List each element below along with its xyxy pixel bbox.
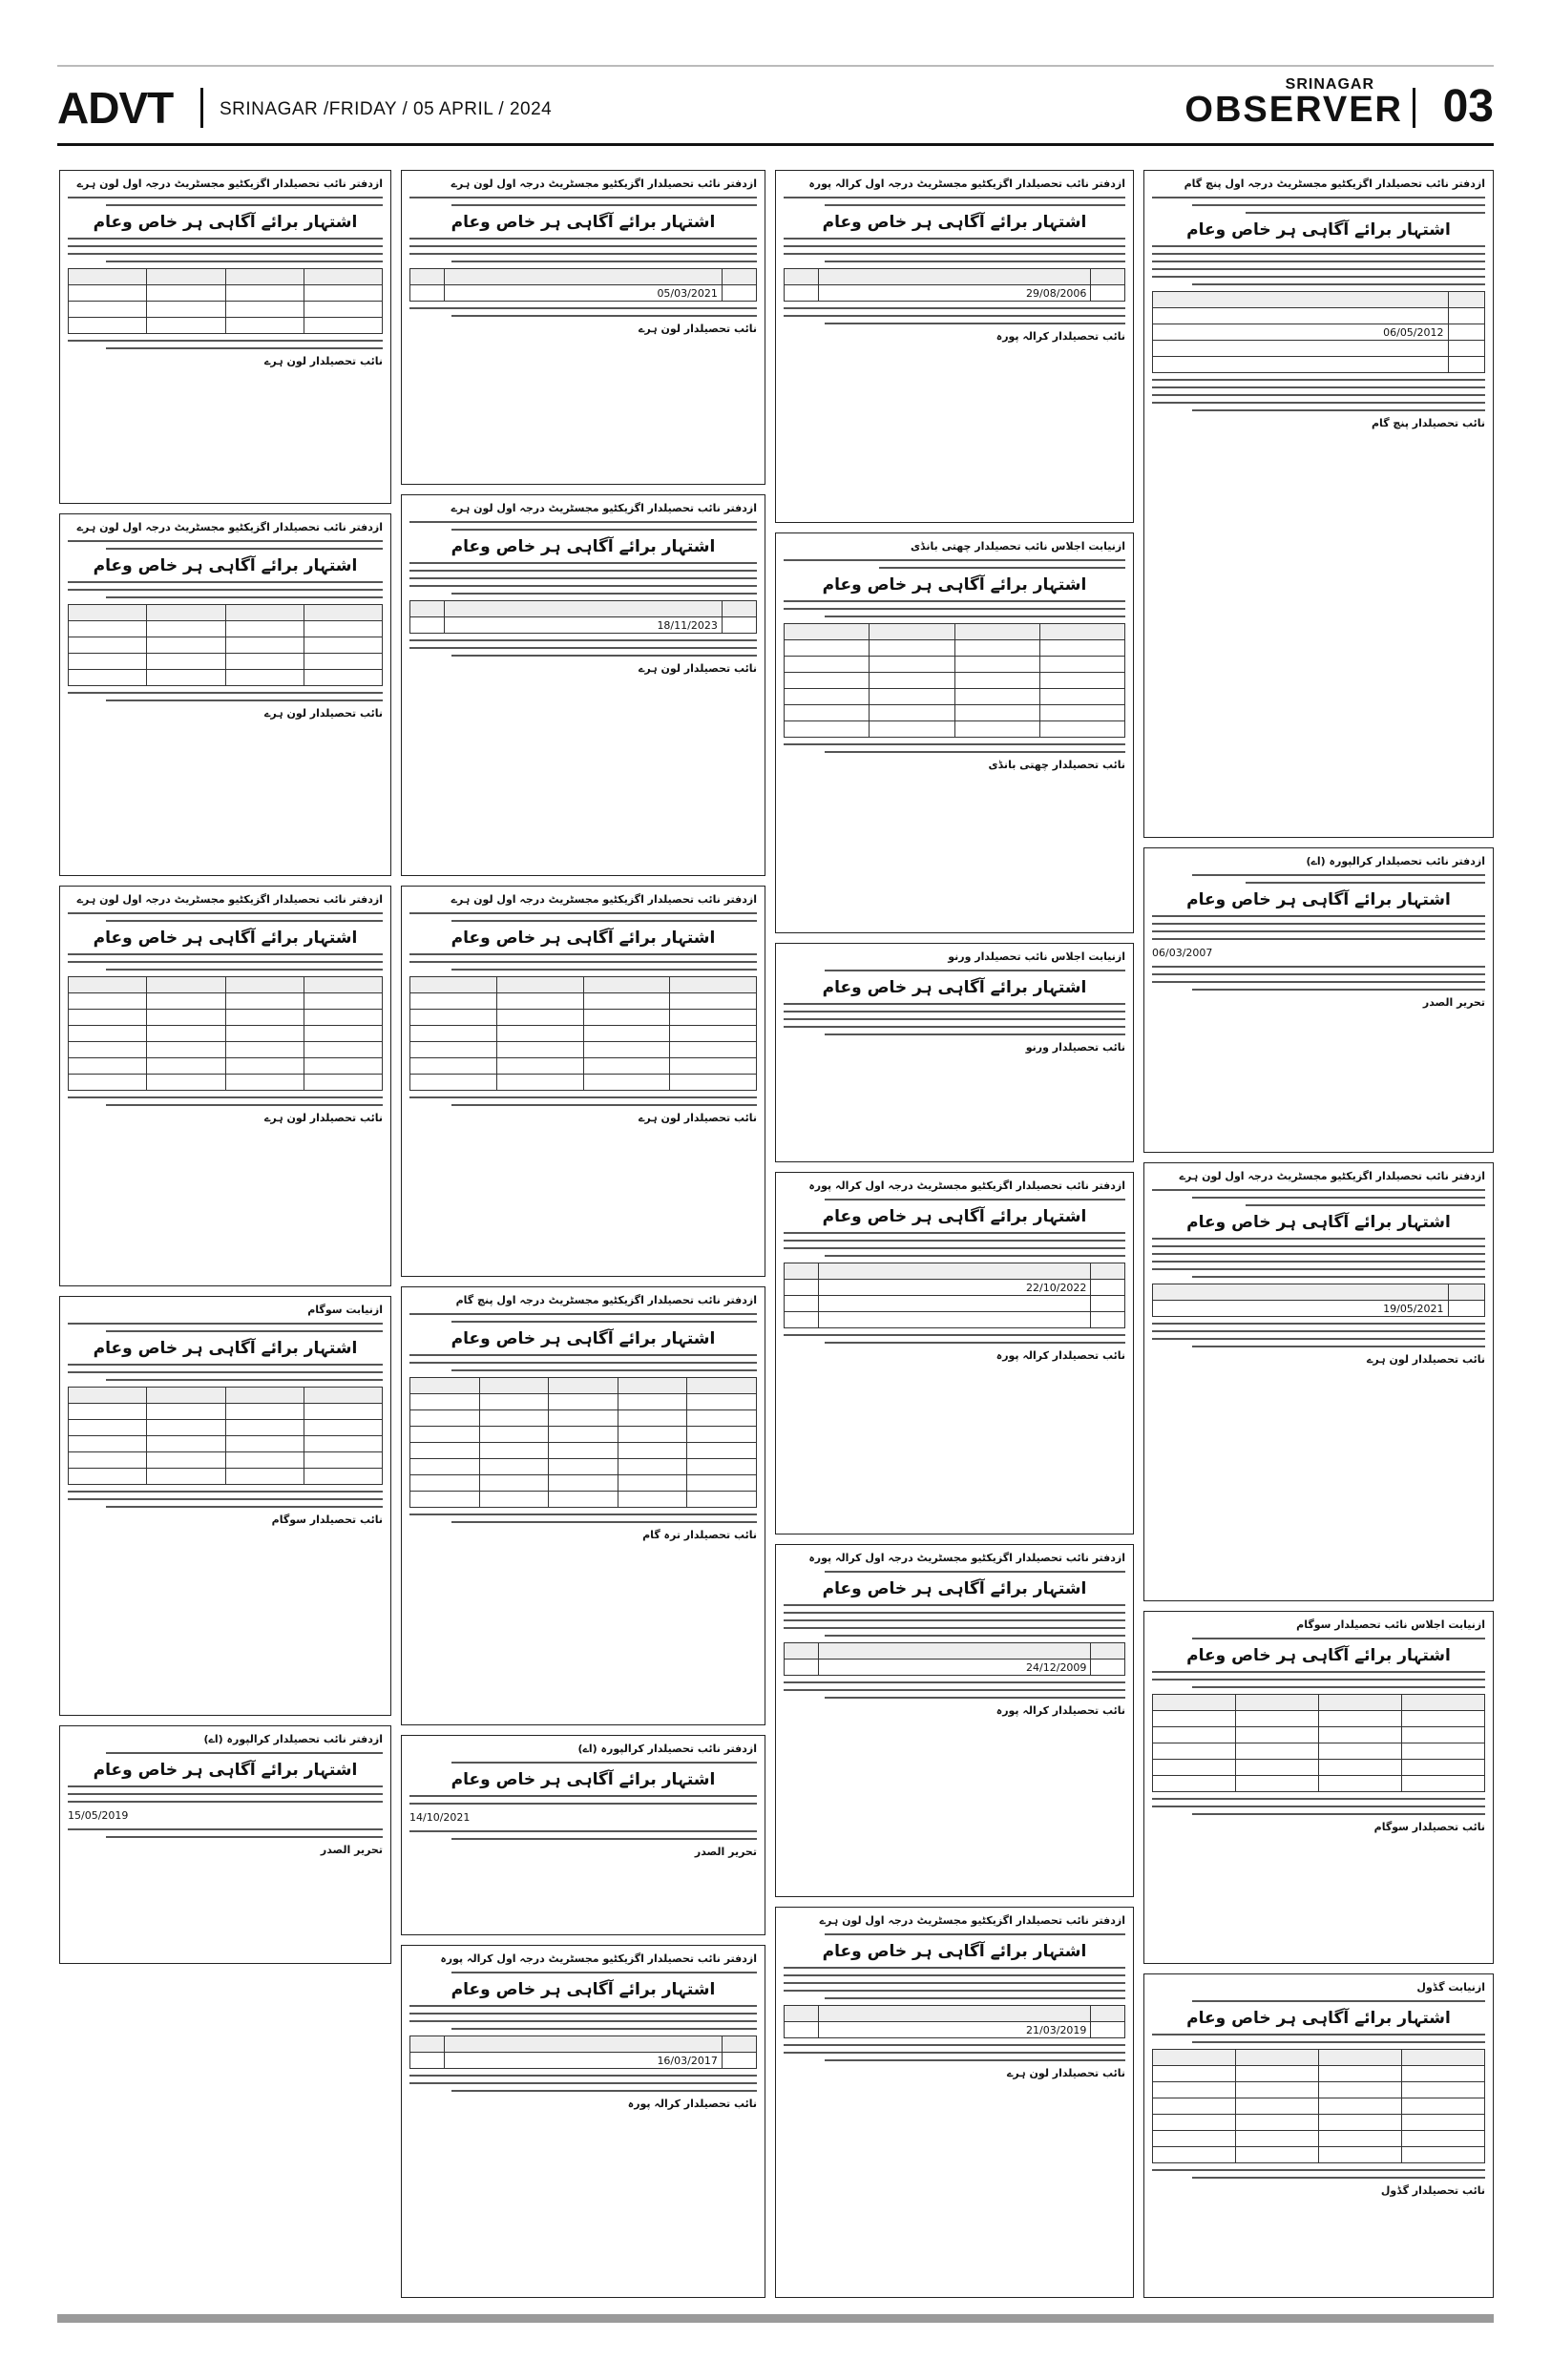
ad-footer: نائب تحصیلدار کرالہ پورہ — [996, 1704, 1125, 1717]
ad-table — [409, 1377, 757, 1508]
ad-title: ازنیابت اجلاس نائب تحصیلدار سوگام — [1296, 1618, 1485, 1631]
ad-table — [784, 1263, 1125, 1328]
brand-city: SRINAGAR — [1285, 76, 1374, 93]
ad-date: 14/10/2021 — [409, 1811, 471, 1824]
ad-table — [784, 623, 1125, 738]
notice-ad — [401, 494, 765, 876]
ad-heading: اشتہار برائے آگاہی ہر خاص وعام — [93, 929, 358, 948]
ad-title: ازدفتر نائب تحصیلدار اگزیکٹیو مجسٹریٹ درجہ اول کرالہ پورہ — [440, 1952, 757, 1965]
ad-title: ازدفتر نائب تحصیلدار اگزیکٹیو مجسٹریٹ درجہ اول لون ہرے — [451, 502, 757, 514]
ad-table-date: 22/10/2022 — [818, 1280, 1091, 1296]
ad-footer: نائب تحصیلدار لون ہرے — [263, 1112, 383, 1124]
page-header — [57, 74, 1494, 141]
ad-heading: اشتہار برائے آگاہی ہر خاص وعام — [451, 1980, 716, 1999]
ad-table-date: 06/05/2012 — [1153, 324, 1449, 341]
ad-table-date: 18/11/2023 — [445, 617, 723, 634]
ad-heading: اشتہار برائے آگاہی ہر خاص وعام — [93, 213, 358, 232]
notice-ad — [775, 170, 1134, 523]
ad-footer: نائب تحصیلدار لون ہرے — [1366, 1353, 1485, 1366]
ad-heading: اشتہار برائے آگاہی ہر خاص وعام — [1186, 890, 1451, 909]
notice-ad — [401, 886, 765, 1277]
ad-footer: نائب تحصیلدار لون ہرے — [638, 1112, 757, 1124]
notice-ad — [1143, 1162, 1494, 1601]
ad-table — [409, 600, 757, 634]
notice-ad — [775, 1907, 1134, 2298]
ad-footer: نائب تحصیلدار لون ہرے — [638, 662, 757, 675]
ad-footer: نائب تحصیلدار چھتی بانڈی — [988, 759, 1125, 771]
header-separator — [200, 88, 203, 128]
ad-heading: اشتہار برائے آگاہی ہر خاص وعام — [451, 1329, 716, 1348]
notice-ad — [775, 532, 1134, 933]
ad-footer: نائب تحصیلدار پنچ گام — [1372, 417, 1485, 429]
ad-footer: نائب تحصیلدار لون ہرے — [1006, 2067, 1125, 2079]
ad-table-date: 24/12/2009 — [818, 1660, 1091, 1676]
ad-heading: اشتہار برائے آگاہی ہر خاص وعام — [451, 537, 716, 556]
ad-footer: نائب تحصیلدار لون ہرے — [638, 323, 757, 335]
notice-ad — [775, 1172, 1134, 1534]
ad-title: ازنیابت اجلاس نائب تحصیلدار ورنو — [948, 950, 1125, 963]
notice-ad — [775, 943, 1134, 1162]
ad-title: ازدفتر نائب تحصیلدار اگزیکٹیو مجسٹریٹ درجہ اول لون ہرے — [76, 177, 383, 190]
ad-footer: تحریر الصدر — [1422, 996, 1485, 1009]
ad-title: ازدفتر نائب تحصیلدار کرالپورہ (اے) — [203, 1733, 383, 1745]
ad-table-date: 29/08/2006 — [818, 285, 1091, 302]
ad-heading: اشتہار برائے آگاہی ہر خاص وعام — [1186, 1213, 1451, 1232]
notice-ad — [59, 170, 391, 504]
ad-heading: اشتہار برائے آگاہی ہر خاص وعام — [822, 1579, 1087, 1598]
ad-table — [784, 2005, 1125, 2038]
notice-ad — [59, 886, 391, 1286]
ad-title: ازدفتر نائب تحصیلدار اگزیکٹیو مجسٹریٹ درجہ اول کرالہ پورہ — [808, 1552, 1125, 1564]
notice-ad — [1143, 1973, 1494, 2298]
header-top-rule — [57, 65, 1494, 67]
masthead-logo — [1184, 76, 1403, 131]
ad-table-date: 21/03/2019 — [818, 2022, 1091, 2038]
brand-name: OBSERVER — [1184, 90, 1403, 130]
ad-table — [68, 976, 383, 1091]
ad-table-date: 16/03/2017 — [445, 2053, 723, 2069]
notice-ad — [1143, 847, 1494, 1153]
ad-heading: اشتہار برائے آگاہی ہر خاص وعام — [1186, 1646, 1451, 1665]
ad-title: ازنیابت اجلاس نائب تحصیلدار چھتی بانڈی — [910, 540, 1125, 553]
notice-ad — [1143, 1611, 1494, 1964]
ad-date: 15/05/2019 — [68, 1809, 129, 1822]
ad-heading: اشتہار برائے آگاہی ہر خاص وعام — [451, 213, 716, 232]
ad-table — [1152, 291, 1485, 373]
ad-heading: اشتہار برائے آگاہی ہر خاص وعام — [1186, 220, 1451, 240]
ad-heading: اشتہار برائے آگاہی ہر خاص وعام — [451, 1770, 716, 1789]
ad-title: ازدفتر نائب تحصیلدار اگزیکٹیو مجسٹریٹ درجہ اول کرالہ پورہ — [808, 177, 1125, 190]
notice-ad — [59, 1725, 391, 1964]
ad-title: ازدفتر نائب تحصیلدار اگزیکٹیو مجسٹریٹ درجہ اول پنچ گام — [1184, 177, 1485, 190]
header-separator — [1413, 88, 1415, 128]
ad-footer: نائب تحصیلدار ورنو — [1025, 1041, 1125, 1054]
notice-ad — [59, 513, 391, 876]
ad-footer: نائب تحصیلدار لون ہرے — [263, 707, 383, 720]
ad-heading: اشتہار برائے آگاہی ہر خاص وعام — [93, 1761, 358, 1780]
notice-ad — [401, 1286, 765, 1725]
notice-ad — [401, 1735, 765, 1935]
ad-table — [68, 268, 383, 334]
ad-title: ازدفتر نائب تحصیلدار اگزیکٹیو مجسٹریٹ درجہ اول لون ہرے — [819, 1914, 1125, 1927]
ad-footer: نائب تحصیلدار ترہ گام — [642, 1529, 757, 1541]
ad-heading: اشتہار برائے آگاہی ہر خاص وعام — [93, 556, 358, 575]
ad-date: 06/03/2007 — [1152, 947, 1213, 959]
ad-table — [68, 1387, 383, 1485]
header-rule — [57, 143, 1494, 146]
ad-title: ازدفتر نائب تحصیلدار اگزیکٹیو مجسٹریٹ درجہ اول لون ہرے — [76, 893, 383, 906]
ad-table — [784, 1642, 1125, 1676]
ad-title: ازدفتر نائب تحصیلدار اگزیکٹیو مجسٹریٹ درجہ اول کرالہ پورہ — [808, 1180, 1125, 1192]
ad-title: ازدفتر نائب تحصیلدار اگزیکٹیو مجسٹریٹ درجہ اول لون ہرے — [451, 893, 757, 906]
footer-rule — [57, 2314, 1494, 2323]
ad-footer: نائب تحصیلدار لون ہرے — [263, 355, 383, 367]
ad-footer: نائب تحصیلدار سوگام — [271, 1514, 383, 1526]
ad-title: ازنیابت گڈول — [1416, 1981, 1485, 1994]
ad-table — [1152, 1284, 1485, 1317]
ad-title: ازدفتر نائب تحصیلدار اگزیکٹیو مجسٹریٹ درجہ اول لون ہرے — [1179, 1170, 1485, 1182]
ad-table — [784, 268, 1125, 302]
notice-ad — [59, 1296, 391, 1716]
ad-table-date: 19/05/2021 — [1153, 1301, 1449, 1317]
ad-heading: اشتہار برائے آگاہی ہر خاص وعام — [451, 929, 716, 948]
ad-footer: نائب تحصیلدار کرالہ پورہ — [996, 1349, 1125, 1362]
ad-title: ازنیابت سوگام — [307, 1304, 383, 1316]
ad-heading: اشتہار برائے آگاہی ہر خاص وعام — [822, 1942, 1087, 1961]
ad-title: ازدفتر نائب تحصیلدار اگزیکٹیو مجسٹریٹ درجہ اول پنچ گام — [455, 1294, 757, 1306]
ad-heading: اشتہار برائے آگاہی ہر خاص وعام — [1186, 2009, 1451, 2028]
ad-table-date: 05/03/2021 — [445, 285, 723, 302]
ad-table — [409, 976, 757, 1091]
ad-title: ازدفتر نائب تحصیلدار اگزیکٹیو مجسٹریٹ درجہ اول لون ہرے — [451, 177, 757, 190]
notice-ad — [775, 1544, 1134, 1897]
page-number: 03 — [1442, 81, 1494, 132]
ad-table — [1152, 2049, 1485, 2163]
ad-footer: نائب تحصیلدار کرالہ پورہ — [627, 2098, 757, 2110]
ad-footer: تحریر الصدر — [694, 1846, 757, 1858]
ad-title: ازدفتر نائب تحصیلدار کرالپورہ (اے) — [1306, 855, 1485, 867]
ad-footer: نائب تحصیلدار سوگام — [1373, 1821, 1485, 1833]
ad-heading: اشتہار برائے آگاہی ہر خاص وعام — [822, 1207, 1087, 1226]
ad-heading: اشتہار برائے آگاہی ہر خاص وعام — [93, 1339, 358, 1358]
notice-ad — [1143, 170, 1494, 838]
ad-title: ازدفتر نائب تحصیلدار اگزیکٹیو مجسٹریٹ درجہ اول لون ہرے — [76, 521, 383, 533]
ad-heading: اشتہار برائے آگاہی ہر خاص وعام — [822, 575, 1087, 595]
ad-title: ازدفتر نائب تحصیلدار کرالپورہ (اے) — [577, 1743, 757, 1755]
ad-footer: تحریر الصدر — [320, 1844, 383, 1856]
notice-ad — [401, 170, 765, 485]
section-label: ADVT — [57, 83, 174, 133]
ad-table — [409, 268, 757, 302]
ad-heading: اشتہار برائے آگاہی ہر خاص وعام — [822, 978, 1087, 997]
ad-table — [68, 604, 383, 686]
ad-table — [1152, 1694, 1485, 1792]
ad-heading: اشتہار برائے آگاہی ہر خاص وعام — [822, 213, 1087, 232]
ad-footer: نائب تحصیلدار کرالہ پورہ — [996, 330, 1125, 343]
ad-footer: نائب تحصیلدار گڈول — [1380, 2184, 1485, 2197]
dateline: SRINAGAR /FRIDAY / 05 APRIL / 2024 — [220, 99, 553, 119]
notice-ad — [401, 1945, 765, 2298]
ad-table — [409, 2036, 757, 2069]
